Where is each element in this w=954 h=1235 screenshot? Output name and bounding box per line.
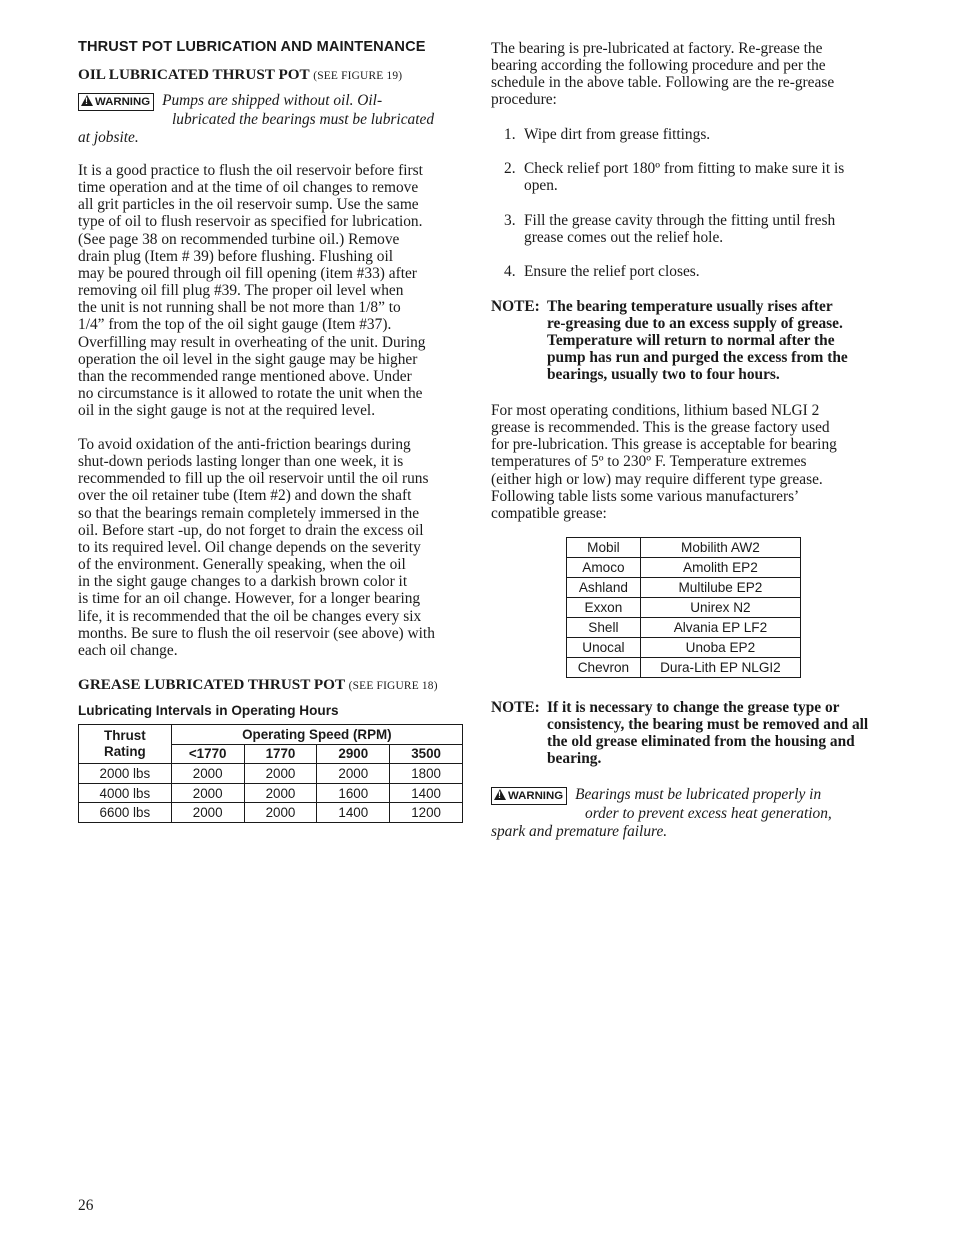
speed-header-cell: 3500 xyxy=(390,744,463,764)
paragraph-line: bearing according the following procedure and per the xyxy=(491,57,826,75)
manufacturer-cell: Mobil xyxy=(567,538,641,558)
manufacturer-cell: Ashland xyxy=(567,578,641,598)
paragraph-line: shut-down periods lasting longer than one week, it is xyxy=(78,453,404,471)
paragraph-line: to its required level. Oil change depends on the severity xyxy=(78,538,421,556)
paragraph-line: (either high or low) may require different type grease. xyxy=(491,470,823,488)
paragraph-line: Following table lists some various manufacturers’ xyxy=(491,487,800,505)
page-number: 26 xyxy=(78,1197,94,1214)
paragraph-line: (See page 38 on recommended turbine oil.) Remove xyxy=(78,230,400,248)
step-number: 2. xyxy=(504,160,516,178)
interval-cell: 2000 xyxy=(317,764,390,784)
step-line: Ensure the relief port closes. xyxy=(524,263,700,281)
grease-recommendation-paragraph xyxy=(491,402,883,522)
note-line: pump has run and purged the excess from the xyxy=(547,349,848,367)
grease-product-cell: Mobilith AW2 xyxy=(640,538,800,558)
paragraph-line: type of oil to flush reservoir as specified for lubrication. xyxy=(78,213,423,231)
paragraph-line: operation the oil level in the sight gauge may be higher xyxy=(78,350,418,368)
table-caption: Lubricating Intervals in Operating Hours xyxy=(78,703,339,718)
paragraph-line: drain plug (Item # 39) before flushing. Flushing oil xyxy=(78,247,394,265)
paragraph-line: is time for an oil change. However, for a longer bearing xyxy=(78,590,421,608)
warning-triangle-icon xyxy=(81,95,93,106)
section-heading: THRUST POT LUBRICATION AND MAINTENANCE xyxy=(78,39,426,55)
step-line: Wipe dirt from grease fittings. xyxy=(524,126,711,143)
grease-product-cell: Unirex N2 xyxy=(640,598,800,618)
table-row xyxy=(567,598,801,618)
warning-triangle-icon xyxy=(494,789,506,800)
operating-speed-header: Operating Speed (RPM) xyxy=(171,725,462,745)
interval-cell: 1400 xyxy=(317,803,390,823)
table-row xyxy=(567,658,801,678)
table-row xyxy=(567,618,801,638)
paragraph-line: may be poured through oil fill opening (item #33) after xyxy=(78,264,417,282)
paragraph-line: For most operating conditions, lithium based NLGI 2 xyxy=(491,402,820,419)
note-line: re-greasing due to an excess supply of grease. xyxy=(547,315,843,333)
paragraph-line: no circumstance is it allowed to rotate the unit when the xyxy=(78,385,423,403)
step-number: 1. xyxy=(504,126,516,143)
table-row xyxy=(567,558,801,578)
interval-cell: 1600 xyxy=(317,783,390,803)
warning-badge: !WARNING xyxy=(78,93,154,111)
table-row xyxy=(79,764,463,784)
step-line: open. xyxy=(524,177,558,195)
interval-cell: 2000 xyxy=(244,764,317,784)
paragraph-line: over the oil retainer tube (Item #2) and down the shaft xyxy=(78,487,412,505)
note-line: bearing. xyxy=(547,750,602,768)
note-line: The bearing temperature usually rises after xyxy=(547,298,833,315)
thrust-rating-cell: 2000 lbs xyxy=(79,764,172,784)
oil-lubricated-heading: OIL LUBRICATED THRUST POT (SEE FIGURE 19) xyxy=(78,66,403,83)
paragraph-line: temperatures of 5º to 230º F. Temperature extremes xyxy=(491,453,807,471)
paragraph-line: each oil change. xyxy=(78,641,178,659)
thrust-rating-cell: 4000 lbs xyxy=(79,783,172,803)
paragraph-line: schedule in the above table. Following are the re-grease xyxy=(491,74,835,92)
thrust-rating-header: Thrust Rating xyxy=(79,725,172,764)
interval-cell: 2000 xyxy=(244,783,317,803)
speed-header-cell: 1770 xyxy=(244,744,317,764)
paragraph-line: The bearing is pre-lubricated at factory. Re-grease the xyxy=(491,40,823,57)
paragraph-line: Overfilling may result in overheating of the unit. During xyxy=(78,333,426,351)
paragraph-line: oil. Before start -up, do not forget to drain the excess oil xyxy=(78,521,424,539)
grease-product-cell: Unoba EP2 xyxy=(640,638,800,658)
manufacturer-cell: Chevron xyxy=(567,658,641,678)
manufacturer-cell: Shell xyxy=(567,618,641,638)
paragraph-line: It is a good practice to flush the oil reservoir before first xyxy=(78,162,423,179)
paragraph-line: in the sight gauge changes to a darkish brown color it xyxy=(78,573,408,591)
grease-heading-ref: (SEE FIGURE 18) xyxy=(348,680,438,692)
step-number: 4. xyxy=(504,263,516,281)
paragraph-line: months. Be sure to flush the oil reservoir (see above) with xyxy=(78,624,435,642)
speed-header-cell: 2900 xyxy=(317,744,390,764)
paragraph-line: than the recommended range mentioned above. Under xyxy=(78,367,412,385)
warning-block-oil: !WARNING Pumps are shipped without oil. Oil- lubricated the bearings must be lubricated at jobsite. xyxy=(78,92,470,146)
step-line: grease comes out the relief hole. xyxy=(524,228,724,246)
table-row xyxy=(567,638,801,658)
interval-cell: 2000 xyxy=(171,783,244,803)
grease-lubricated-heading: GREASE LUBRICATED THRUST POT (SEE FIGURE 18) xyxy=(78,676,438,693)
interval-cell: 2000 xyxy=(171,764,244,784)
table-row xyxy=(567,578,801,598)
note-grease-change xyxy=(491,699,886,767)
note-label: NOTE: xyxy=(491,298,540,315)
paragraph-line: recommended to fill up the oil reservoir until the oil runs xyxy=(78,470,429,488)
paragraph-line: time operation and at the time of oil changes to remove xyxy=(78,179,419,197)
paragraph-line: for pre-lubrication. This grease is acceptable for bearing xyxy=(491,436,837,454)
note-line: If it is necessary to change the grease type or xyxy=(547,699,840,716)
table-row xyxy=(79,803,463,823)
manufacturer-cell: Unocal xyxy=(567,638,641,658)
step-line: Check relief port 180º from fitting to make sure it is xyxy=(524,160,845,178)
paragraph-line: procedure: xyxy=(491,91,557,109)
paragraph-line: 1/4” from the top of the oil sight gauge (Item #37). xyxy=(78,316,392,334)
interval-cell: 2000 xyxy=(244,803,317,823)
note-text xyxy=(491,699,886,767)
manufacturer-cell: Exxon xyxy=(567,598,641,618)
note-text xyxy=(491,298,886,383)
lubricating-intervals-table xyxy=(78,724,463,823)
paragraph-line: compatible grease: xyxy=(491,504,607,522)
paragraph-line: the unit is not running shall be not more than 1/8” to xyxy=(78,299,401,317)
interval-cell: 2000 xyxy=(171,803,244,823)
warning-badge-2: !WARNING xyxy=(491,787,567,805)
paragraph-line: removing oil fill plug #39. The proper oil level when xyxy=(78,282,404,300)
step-item xyxy=(491,160,886,194)
compatible-grease-table xyxy=(566,537,801,678)
oil-oxidation-paragraph xyxy=(78,436,470,659)
grease-product-cell: Dura-Lith EP NLGI2 xyxy=(640,658,800,678)
interval-cell: 1400 xyxy=(390,783,463,803)
regrease-steps-list xyxy=(491,126,886,297)
paragraph-line: oil in the sight gauge is not at the required level. xyxy=(78,402,376,420)
note-line: consistency, the bearing must be removed and all xyxy=(547,716,869,734)
grease-product-cell: Alvania EP LF2 xyxy=(640,618,800,638)
table-row xyxy=(79,783,463,803)
warning-block-grease: !WARNING Bearings must be lubricated properly in order to prevent excess heat generation, spark and premature failure. xyxy=(491,786,883,840)
step-number: 3. xyxy=(504,211,516,229)
oil-flush-paragraph xyxy=(78,162,470,419)
oil-heading-ref: (SEE FIGURE 19) xyxy=(313,70,403,82)
paragraph-line: all grit particles in the oil reservoir sump. Use the same xyxy=(78,196,419,214)
paragraph-line: grease is recommended. This is the grease factory used xyxy=(491,419,830,437)
paragraph-line: of the environment. Generally speaking, when the oil xyxy=(78,556,406,574)
table-row xyxy=(567,538,801,558)
interval-cell: 1200 xyxy=(390,803,463,823)
grease-product-cell: Amolith EP2 xyxy=(640,558,800,578)
speed-header-cell: <1770 xyxy=(171,744,244,764)
note-label-2: NOTE: xyxy=(491,699,540,716)
regrease-intro-paragraph xyxy=(491,40,883,109)
interval-cell: 1800 xyxy=(390,764,463,784)
paragraph-line: so that the bearings remain completely immersed in the xyxy=(78,504,420,522)
note-temperature xyxy=(491,298,886,383)
paragraph-line: To avoid oxidation of the anti-friction bearings during xyxy=(78,436,411,453)
step-item xyxy=(491,263,886,280)
note-line: the old grease eliminated from the housing and xyxy=(547,733,855,751)
grease-product-cell: Multilube EP2 xyxy=(640,578,800,598)
paragraph-line: life, it is recommended that the oil be changes every six xyxy=(78,607,422,625)
step-item xyxy=(491,212,886,246)
step-line: Fill the grease cavity through the fitting until fresh xyxy=(524,211,836,229)
manufacturer-cell: Amoco xyxy=(567,558,641,578)
thrust-rating-cell: 6600 lbs xyxy=(79,803,172,823)
note-line: Temperature will return to normal after the xyxy=(547,332,835,350)
step-item xyxy=(491,126,886,143)
note-line: bearings, usually two to four hours. xyxy=(547,366,780,384)
